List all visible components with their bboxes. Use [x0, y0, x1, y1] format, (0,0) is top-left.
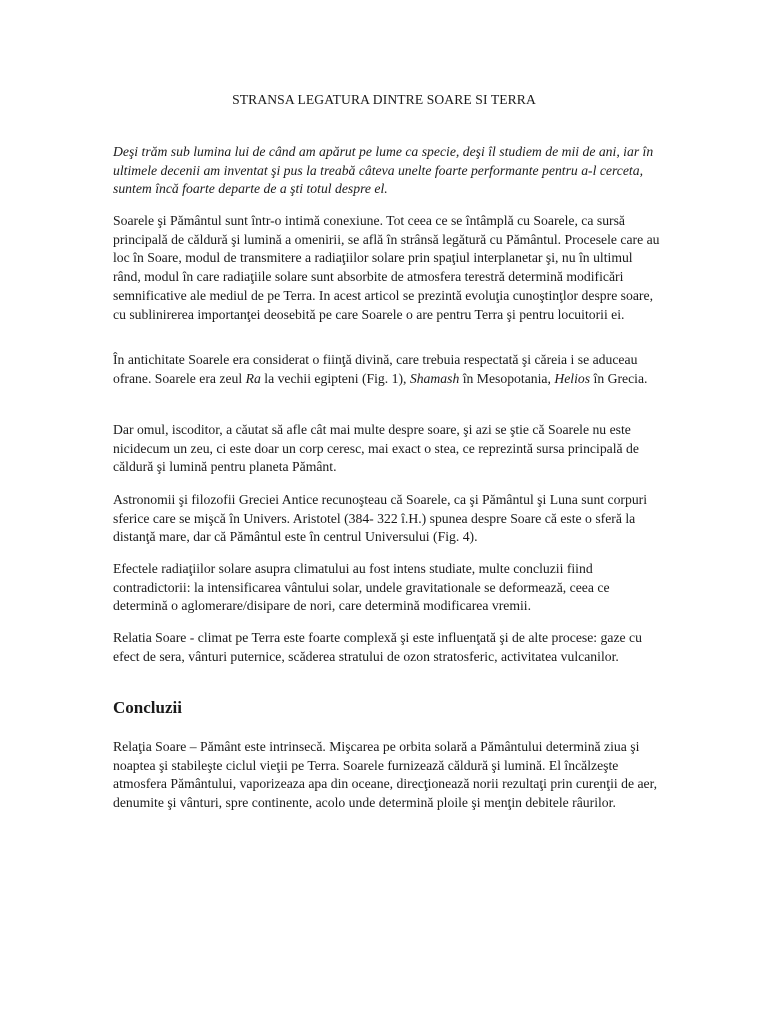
- conclusions-heading: Concluzii: [113, 698, 182, 717]
- document-title: STRANSA LEGATURA DINTRE SOARE SI TERRA: [232, 92, 536, 107]
- intro-paragraph: Deşi trăm sub lumina lui de când am apărut pe lume ca specie, deşi îl studiem de mii de ani, iar în ultimele decenii am inventat şi pus la treabă câteva unelte foarte performante pentru a-l cerceta, suntem încă foarte departe de a şti totul despre el.: [113, 144, 654, 197]
- paragraph-conexiune: Soarele şi Pământul sunt într-o intimă conexiune. Tot ceea ce se întâmplă cu Soarele, ca sursă principală de căldură şi lumină a omenirii, se află în strânsă legătură cu Pământul. Procesele care au loc în Soare, modul de transmitere a radiaţiilor solare prin spaţiul interplanetar şi, nu în ultimul rând, modul în care radiaţiile solare sunt absorbite de atmosfera terestră determină modificări semnificative ale mediul de pe Terra. In acest articol se prezintă evoluţia cunoştinţlor despre soare, cu sublinirerea importanţei deosebită pe care Soarele o are pentru Terra şi pentru locuitorii ei.: [113, 213, 660, 322]
- paragraph-omul: Dar omul, iscoditor, a căutat să afle cât mai multe despre soare, şi azi se ştie că Soarele nu este nicidecum un zeu, ci este doar un corp ceresc, mai exact o stea, ce reprezintă sursa principală de căldură şi lumină pentru planeta Pământ.: [113, 422, 639, 475]
- antichitate-text-c: în Mesopotania,: [459, 370, 555, 386]
- antichitate-text-b: la vechii egipteni (Fig. 1),: [260, 370, 410, 386]
- paragraph-relatia-climat: Relatia Soare - climat pe Terra este foarte complexă şi este influenţată şi de alte procese: gaze cu efect de sera, vânturi puternice, scăderea stratului de ozon stratosferic, activitatea vulcanilor.: [113, 630, 642, 664]
- antichitate-text-a: În antichitate Soarele era considerat o fiinţă divină, care trebuia respectată şi căreia i se aduceau ofrane. Soarele era zeul: [113, 352, 638, 386]
- ra-name: Ra: [245, 370, 261, 386]
- paragraph-astronomii: Astronomii şi filozofii Greciei Antice recunoşteau că Soarele, ca şi Pământul şi Luna sunt corpuri sferice care se mişcă în Univers. Aristotel (384- 322 î.H.) spunea despre Soare că este o sferă la distanţă mare, dar că Pământul este în centrul Universului (Fig. 4).: [113, 492, 648, 545]
- antichitate-text-d: în Grecia.: [590, 370, 648, 386]
- paragraph-concluzii: Relaţia Soare – Pământ este intrinsecă. Mişcarea pe orbita solară a Pământului determină ziua şi noaptea şi stabileşte ciclul vieţii pe Terra. Soarele furnizează căldură şi lumină. El încălzeşte atmosfera Pământului, vaporizeaza apa din oceane, direcţionează norii rezultaţi prin curenţii de aer, denumite şi vânturi, spre continente, acolo unde determină ploile şi menţin debitele râurilor.: [113, 739, 658, 811]
- paragraph-antichitate: [113, 351, 661, 388]
- helios-name: Helios: [554, 370, 591, 386]
- paragraph-efectele: Efectele radiaţiilor solare asupra climatului au fost intens studiate, multe concluzii fiind contradictorii: la intensificarea vântului solar, undele gravitationale se deformează, ceea ce determină o aglomerare/disipare de nori, care determină modificarea vremii.: [113, 561, 610, 614]
- shamash-name: Shamash: [409, 370, 460, 386]
